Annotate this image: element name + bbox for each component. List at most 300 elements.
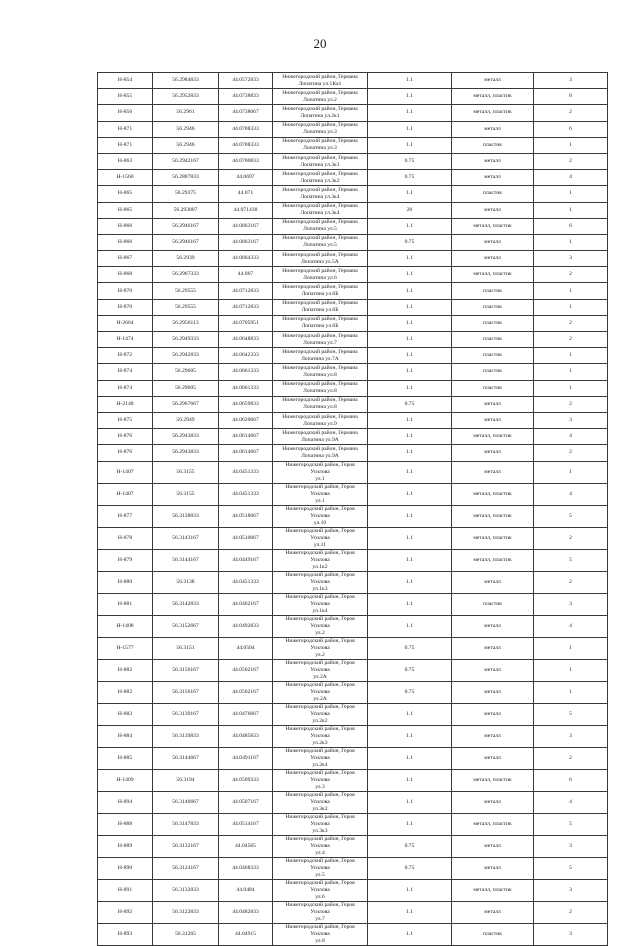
table-row xyxy=(98,170,608,186)
address-line-2: Лопатина ул.2к1 xyxy=(300,112,340,119)
address-line-2: ул.2к3 xyxy=(312,739,328,746)
address-line-2: ул.1 xyxy=(315,475,325,482)
material-cell: пластик xyxy=(452,364,534,380)
longitude-cell: 44.0572833 xyxy=(219,73,273,89)
material-cell: металл xyxy=(452,681,534,703)
volume-cell: 1.1 xyxy=(368,89,452,105)
volume-cell: 1.1 xyxy=(368,923,452,945)
latitude-cell: 56.3139167 xyxy=(153,703,219,725)
site-id-cell: Н-879 xyxy=(98,549,153,571)
longitude-cell: 44.0468333 xyxy=(219,857,273,879)
volume-cell: 1.1 xyxy=(368,137,452,153)
address-cell xyxy=(273,747,368,769)
volume-cell: 1.1 xyxy=(368,299,452,315)
site-id-cell: Н-871 xyxy=(98,121,153,137)
volume-cell: 0.75 xyxy=(368,857,452,879)
address-cell xyxy=(273,659,368,681)
table-row xyxy=(98,637,608,659)
latitude-cell: 56.3144167 xyxy=(153,549,219,571)
latitude-cell: 56.3143167 xyxy=(153,527,219,549)
table-row xyxy=(98,315,608,331)
latitude-cell: 56.3142833 xyxy=(153,593,219,615)
volume-cell: 1.1 xyxy=(368,73,452,89)
address-line-2: ул.1к3 xyxy=(312,585,328,592)
address-line-2: ул.1к4 xyxy=(312,607,328,614)
site-id-cell: Н-880 xyxy=(98,571,153,593)
address-line-2: Лопатина ул.7А xyxy=(301,355,339,362)
volume-cell: 1.1 xyxy=(368,445,452,461)
table-row xyxy=(98,901,608,923)
material-cell: пластик xyxy=(452,299,534,315)
latitude-cell: 56.2967667 xyxy=(153,396,219,412)
material-cell: металл xyxy=(452,396,534,412)
address-cell xyxy=(273,769,368,791)
site-id-cell: Н-878 xyxy=(98,527,153,549)
site-id-cell: Н-871 xyxy=(98,137,153,153)
material-cell: металл xyxy=(452,251,534,267)
address-line-1: Нижегородский район, Германа xyxy=(282,429,358,436)
table-row xyxy=(98,251,608,267)
count-cell: 2 xyxy=(534,747,608,769)
address-cell xyxy=(273,527,368,549)
address-cell xyxy=(273,218,368,234)
count-cell: 4 xyxy=(534,791,608,813)
address-line-2: Лопатина ул.9А xyxy=(301,436,339,443)
material-cell: металл, пластик xyxy=(452,769,534,791)
longitude-cell: 44.0712833 xyxy=(219,299,273,315)
site-id-cell: Н-876 xyxy=(98,445,153,461)
address-line-1: Нижегородский район, Героя Усилова xyxy=(285,527,355,541)
address-line-2: Лопатина ул.6Б xyxy=(301,291,339,298)
table-row xyxy=(98,299,608,315)
latitude-cell: 56.29605 xyxy=(153,380,219,396)
latitude-cell: 56.3152667 xyxy=(153,615,219,637)
table-row xyxy=(98,483,608,505)
site-id-cell: Н-894 xyxy=(98,791,153,813)
volume-cell: 0.75 xyxy=(368,234,452,250)
address-line-2: ул.4 xyxy=(315,849,325,856)
address-line-1: Нижегородский район, Германа xyxy=(282,170,358,177)
volume-cell: 1.1 xyxy=(368,703,452,725)
longitude-cell: 44.0504 xyxy=(219,637,273,659)
count-cell: 1 xyxy=(534,659,608,681)
address-line-1: Нижегородский район, Героя Усилова xyxy=(285,659,355,673)
longitude-cell: 44.071 xyxy=(219,186,273,202)
site-id-cell: Н-882 xyxy=(98,681,153,703)
latitude-cell: 56.31265 xyxy=(153,923,219,945)
table-row xyxy=(98,105,608,121)
material-cell: металл, пластик xyxy=(452,813,534,835)
volume-cell: 1.1 xyxy=(368,571,452,593)
longitude-cell: 44.0664333 xyxy=(219,251,273,267)
latitude-cell: 56.3155 xyxy=(153,461,219,483)
latitude-cell: 56.3132167 xyxy=(153,835,219,857)
count-cell: 2 xyxy=(534,527,608,549)
address-line-1: Нижегородский район, Германа xyxy=(282,105,358,112)
longitude-cell: 44.0451333 xyxy=(219,571,273,593)
volume-cell: 1.1 xyxy=(368,593,452,615)
latitude-cell: 56.2942833 xyxy=(153,348,219,364)
count-cell: 3 xyxy=(534,725,608,747)
volume-cell: 1.1 xyxy=(368,315,452,331)
material-cell: металл, пластик xyxy=(452,267,534,283)
address-line-2: ул.1 xyxy=(315,497,325,504)
table-row xyxy=(98,137,608,153)
address-line-1: Нижегородский район, Германа xyxy=(282,89,358,96)
site-id-cell: Н-874 xyxy=(98,364,153,380)
address-line-2: Лопатина ул.3 xyxy=(303,145,337,152)
address-cell xyxy=(273,571,368,593)
material-cell: пластик xyxy=(452,348,534,364)
site-id-cell: Н-1407 xyxy=(98,461,153,483)
count-cell: 3 xyxy=(534,251,608,267)
material-cell: металл, пластик xyxy=(452,879,534,901)
material-cell: металл, пластик xyxy=(452,549,534,571)
site-id-cell: Н-876 xyxy=(98,429,153,445)
address-cell xyxy=(273,879,368,901)
count-cell: 6 xyxy=(534,769,608,791)
address-line-1: Нижегородский район, Героя Усилова xyxy=(285,791,355,805)
material-cell: пластик xyxy=(452,380,534,396)
table-row xyxy=(98,186,608,202)
address-line-1: Нижегородский район, Германа xyxy=(282,73,358,80)
table-row xyxy=(98,879,608,901)
count-cell: 4 xyxy=(534,170,608,186)
site-id-cell: Н-870 xyxy=(98,283,153,299)
address-cell xyxy=(273,461,368,483)
count-cell: 1 xyxy=(534,364,608,380)
site-id-cell: Н-889 xyxy=(98,835,153,857)
table-row xyxy=(98,549,608,571)
longitude-cell: 44.0614667 xyxy=(219,429,273,445)
volume-cell: 1.1 xyxy=(368,879,452,901)
address-line-1: Нижегородский район, Героя Усилова xyxy=(285,505,355,519)
longitude-cell: 44.0738667 xyxy=(219,105,273,121)
site-id-cell: Н-1577 xyxy=(98,637,153,659)
table-row xyxy=(98,364,608,380)
address-line-1: Нижегородский район, Героя Усилова xyxy=(285,857,355,871)
table-row xyxy=(98,445,608,461)
site-id-cell: Н-870 xyxy=(98,299,153,315)
address-line-2: Лопатина ул.8 xyxy=(303,388,337,395)
address-line-1: Нижегородский район, Германа xyxy=(282,348,358,355)
material-cell: металл xyxy=(452,445,534,461)
volume-cell: 1.1 xyxy=(368,267,452,283)
site-id-cell: Н-881 xyxy=(98,593,153,615)
count-cell: 3 xyxy=(534,835,608,857)
longitude-cell: 44.0663167 xyxy=(219,218,273,234)
address-line-1: Нижегородский район, Героя Усилова xyxy=(285,461,355,475)
longitude-cell: 44.0663167 xyxy=(219,234,273,250)
material-cell: металл, пластик xyxy=(452,89,534,105)
longitude-cell: 44.04565 xyxy=(219,835,273,857)
longitude-cell: 44.0648833 xyxy=(219,332,273,348)
latitude-cell: 56.3151 xyxy=(153,637,219,659)
material-cell: пластик xyxy=(452,923,534,945)
address-cell xyxy=(273,412,368,428)
address-line-1: Нижегородский район, Германа xyxy=(282,267,358,274)
volume-cell: 1.1 xyxy=(368,615,452,637)
address-line-1: Нижегородский район, Героя Усилова xyxy=(285,703,355,717)
longitude-cell: 44.0509333 xyxy=(219,769,273,791)
count-cell: 2 xyxy=(534,571,608,593)
latitude-cell: 56.3139833 xyxy=(153,725,219,747)
latitude-cell: 56.2946167 xyxy=(153,234,219,250)
volume-cell: 1.1 xyxy=(368,429,452,445)
table-row xyxy=(98,218,608,234)
material-cell: металл, пластик xyxy=(452,505,534,527)
longitude-cell: 44.0708333 xyxy=(219,121,273,137)
address-cell xyxy=(273,725,368,747)
site-id-cell: Н-892 xyxy=(98,901,153,923)
material-cell: металл xyxy=(452,747,534,769)
count-cell: 1 xyxy=(534,637,608,659)
volume-cell: 1.1 xyxy=(368,121,452,137)
latitude-cell: 56.2967333 xyxy=(153,267,219,283)
address-line-1: Нижегородский район, Германа xyxy=(282,186,358,193)
count-cell: 1 xyxy=(534,234,608,250)
material-cell: металл, пластик xyxy=(452,218,534,234)
address-line-1: Нижегородский район, Героя Усилова xyxy=(285,615,355,629)
volume-cell: 1.1 xyxy=(368,380,452,396)
address-line-1: Нижегородский район, Германа xyxy=(282,203,358,210)
address-line-2: ул.8 xyxy=(315,937,325,944)
address-cell xyxy=(273,615,368,637)
count-cell: 1 xyxy=(534,299,608,315)
volume-cell: 1.1 xyxy=(368,412,452,428)
volume-cell: 1.1 xyxy=(368,527,452,549)
site-id-cell: Н-866 xyxy=(98,218,153,234)
volume-cell: 20 xyxy=(368,202,452,218)
address-line-1: Нижегородский район, Героя Усилова xyxy=(285,549,355,563)
table-row xyxy=(98,121,608,137)
address-line-2: ул.2 xyxy=(315,651,325,658)
latitude-cell: 56.3144667 xyxy=(153,747,219,769)
longitude-cell: 44.0712833 xyxy=(219,283,273,299)
address-cell xyxy=(273,137,368,153)
address-line-1: Нижегородский район, Героя Усилова xyxy=(285,637,355,651)
address-line-1: Нижегородский район, Германа xyxy=(282,284,358,291)
latitude-cell: 56.3124167 xyxy=(153,857,219,879)
latitude-cell: 56.2887833 xyxy=(153,170,219,186)
latitude-cell: 56.2946 xyxy=(153,121,219,137)
material-cell: металл xyxy=(452,857,534,879)
longitude-cell: 44.071438 xyxy=(219,202,273,218)
material-cell: металл xyxy=(452,461,534,483)
longitude-cell: 44.0705951 xyxy=(219,315,273,331)
material-cell: пластик xyxy=(452,283,534,299)
count-cell: 5 xyxy=(534,703,608,725)
table-row xyxy=(98,412,608,428)
address-line-1: Нижегородский район, Германа xyxy=(282,235,358,242)
address-line-1: Нижегородский район, Германа xyxy=(282,332,358,339)
longitude-cell: 44.0661333 xyxy=(219,380,273,396)
latitude-cell: 56.3156167 xyxy=(153,659,219,681)
count-cell: 2 xyxy=(534,267,608,283)
longitude-cell: 44.0485833 xyxy=(219,725,273,747)
address-line-2: Лопатина ул.8 xyxy=(303,371,337,378)
table-row xyxy=(98,923,608,945)
site-id-cell: Н-885 xyxy=(98,747,153,769)
address-cell xyxy=(273,791,368,813)
site-id-cell: Н-1408 xyxy=(98,615,153,637)
table-body xyxy=(98,73,608,946)
address-line-2: Лопатина ул.5А xyxy=(301,258,339,265)
table-row xyxy=(98,267,608,283)
count-cell: 5 xyxy=(534,505,608,527)
site-id-cell: Н-882 xyxy=(98,659,153,681)
count-cell: 3 xyxy=(534,73,608,89)
address-line-1: Нижегородский район, Героя Усилова xyxy=(285,769,355,783)
latitude-cell: 56.3155 xyxy=(153,483,219,505)
address-line-2: ул.2А xyxy=(313,673,327,680)
site-id-cell: Н-2148 xyxy=(98,396,153,412)
volume-cell: 1.1 xyxy=(368,364,452,380)
address-cell xyxy=(273,89,368,105)
address-line-2: Лопатина ул.2 xyxy=(303,96,337,103)
longitude-cell: 44.067 xyxy=(219,267,273,283)
longitude-cell: 44.0614667 xyxy=(219,445,273,461)
table-row xyxy=(98,681,608,703)
volume-cell: 1.1 xyxy=(368,105,452,121)
count-cell: 2 xyxy=(534,332,608,348)
table-row xyxy=(98,234,608,250)
address-line-1: Нижегородский район, Германа xyxy=(282,300,358,307)
address-cell xyxy=(273,445,368,461)
longitude-cell: 44.0502167 xyxy=(219,681,273,703)
volume-cell: 1.1 xyxy=(368,901,452,923)
volume-cell: 1.1 xyxy=(368,483,452,505)
address-line-2: Лопатина ул.3к2 xyxy=(300,177,340,184)
volume-cell: 1.1 xyxy=(368,251,452,267)
material-cell: металл xyxy=(452,121,534,137)
table-row xyxy=(98,332,608,348)
address-line-1: Нижегородский район, Германа xyxy=(282,397,358,404)
address-line-2: ул.5 xyxy=(315,871,325,878)
count-cell: 6 xyxy=(534,121,608,137)
site-id-cell: Н-872 xyxy=(98,348,153,364)
table-row xyxy=(98,747,608,769)
count-cell: 3 xyxy=(534,412,608,428)
table-row xyxy=(98,283,608,299)
address-line-1: Нижегородский район, Германа xyxy=(282,251,358,258)
longitude-cell: 44.0507167 xyxy=(219,791,273,813)
site-id-cell: Н-865 xyxy=(98,202,153,218)
address-line-2: Лопатина ул.9А xyxy=(301,452,339,459)
volume-cell: 1.1 xyxy=(368,747,452,769)
material-cell: пластик xyxy=(452,593,534,615)
address-cell xyxy=(273,105,368,121)
address-cell xyxy=(273,703,368,725)
latitude-cell: 56.3138833 xyxy=(153,505,219,527)
longitude-cell: 44.0484 xyxy=(219,879,273,901)
address-cell xyxy=(273,813,368,835)
latitude-cell: 56.29555 xyxy=(153,283,219,299)
site-id-cell: Н-875 xyxy=(98,412,153,428)
material-cell: металл xyxy=(452,791,534,813)
latitude-cell: 56.2946 xyxy=(153,137,219,153)
address-line-1: Нижегородский район, Героя Усилова xyxy=(285,725,355,739)
address-cell xyxy=(273,483,368,505)
latitude-cell: 56.3156167 xyxy=(153,681,219,703)
site-id-cell: Н-863 xyxy=(98,153,153,169)
address-line-2: Лопатина ул.5 xyxy=(303,226,337,233)
site-id-cell: Н-854 xyxy=(98,73,153,89)
address-line-1: Нижегородский район, Героя Усилова xyxy=(285,681,355,695)
volume-cell: 1.1 xyxy=(368,186,452,202)
address-line-2: Лопатина ул.3 xyxy=(303,129,337,136)
volume-cell: 0.75 xyxy=(368,835,452,857)
volume-cell: 1.1 xyxy=(368,725,452,747)
address-line-2: Лопатина ул.1Ка1 xyxy=(298,80,342,87)
address-line-1: Нижегородский район, Германа xyxy=(282,445,358,452)
volume-cell: 1.1 xyxy=(368,218,452,234)
material-cell: металл xyxy=(452,234,534,250)
longitude-cell: 44.0697 xyxy=(219,170,273,186)
address-line-1: Нижегородский район, Германа xyxy=(282,219,358,226)
longitude-cell: 44.0738833 xyxy=(219,89,273,105)
table-row xyxy=(98,659,608,681)
address-cell xyxy=(273,835,368,857)
address-cell xyxy=(273,234,368,250)
address-line-2: Лопатина ул.6Б xyxy=(301,307,339,314)
address-cell xyxy=(273,348,368,364)
count-cell: 1 xyxy=(534,461,608,483)
address-line-2: Лопатина ул.9 xyxy=(303,420,337,427)
address-cell xyxy=(273,549,368,571)
address-line-1: Нижегородский район, Героя Усилова xyxy=(285,813,355,827)
latitude-cell: 56.3194 xyxy=(153,769,219,791)
table-row xyxy=(98,857,608,879)
count-cell: 3 xyxy=(534,923,608,945)
longitude-cell: 44.0462167 xyxy=(219,593,273,615)
address-cell xyxy=(273,923,368,945)
table-row xyxy=(98,527,608,549)
longitude-cell: 44.0620667 xyxy=(219,412,273,428)
address-line-2: ул.6 xyxy=(315,893,325,900)
table-row xyxy=(98,380,608,396)
count-cell: 2 xyxy=(534,153,608,169)
count-cell: 5 xyxy=(534,549,608,571)
latitude-cell: 56.2939 xyxy=(153,251,219,267)
material-cell: пластик xyxy=(452,186,534,202)
count-cell: 3 xyxy=(534,879,608,901)
site-id-cell: Н-856 xyxy=(98,105,153,121)
material-cell: металл xyxy=(452,901,534,923)
volume-cell: 0.75 xyxy=(368,396,452,412)
address-line-2: Лопатина ул.3к4 xyxy=(300,210,340,217)
address-line-2: ул.1к2 xyxy=(312,563,328,570)
material-cell: металл xyxy=(452,202,534,218)
count-cell: 5 xyxy=(534,813,608,835)
address-cell xyxy=(273,267,368,283)
site-id-cell: Н-891 xyxy=(98,879,153,901)
site-id-cell: Н-888 xyxy=(98,813,153,835)
table-row xyxy=(98,571,608,593)
site-id-cell: Н-867 xyxy=(98,251,153,267)
material-cell: пластик xyxy=(452,332,534,348)
address-cell xyxy=(273,202,368,218)
address-cell xyxy=(273,681,368,703)
container-site-table xyxy=(97,72,608,946)
longitude-cell: 44.0700833 xyxy=(219,153,273,169)
latitude-cell: 56.3138 xyxy=(153,571,219,593)
address-line-2: ул.3к2 xyxy=(312,805,328,812)
address-line-2: Лопатина ул.5 xyxy=(303,242,337,249)
material-cell: металл xyxy=(452,725,534,747)
address-line-1: Нижегородский район, Германа xyxy=(282,364,358,371)
longitude-cell: 44.0451333 xyxy=(219,483,273,505)
